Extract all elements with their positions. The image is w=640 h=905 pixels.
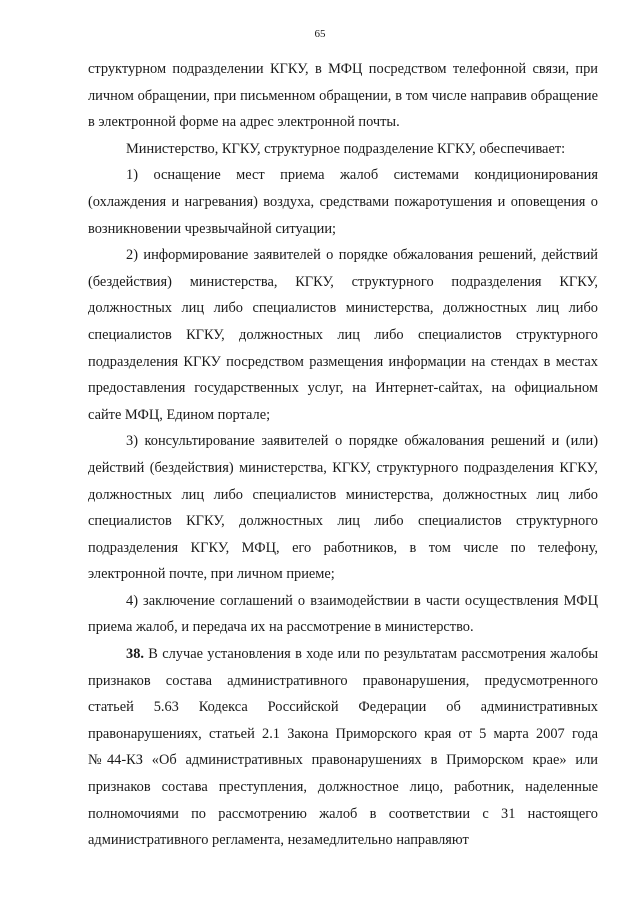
paragraph-item-1: 1) оснащение мест приема жалоб системами кондиционирования (охлаждения и нагревания) воздуха, средствами пожаротушения и оповещения о возникновении чрезвычайной ситуации;	[88, 167, 598, 237]
paragraph-item-4: 4) заключение соглашений о взаимодействии в части осуществления МФЦ приема жалоб, и передача их на рассмотрение в министерство.	[88, 592, 598, 636]
document-body	[88, 56, 598, 854]
section-number: 38.	[126, 646, 144, 663]
section-38-text: В случае установления в ходе или по результатам рассмотрения жалобы признаков состава административного правонарушения, предусмотренного статьей 5.63 Кодекса Российской Федерации об административных правонарушениях, статьей 2.1 Закона Приморского края от 5 марта 2007 года №44-КЗ «Об административных правонарушениях в Приморском крае» или признаков состава преступления, должностное лицо, работник, наделенные полномочиями по рассмотрению жалоб в соответствии с 31 настоящего административного регламента, незамедлительно направляют	[88, 646, 598, 849]
page-number: 65	[314, 28, 326, 40]
paragraph-item-2: 2) информирование заявителей о порядке обжалования решений, действий (бездействия) министерства, КГКУ, структурного подразделения КГКУ, должностных лиц либо специалистов министерства, должностных лиц либо специалистов КГКУ, должностных лиц либо специалистов структурного подразделения КГКУ посредством размещения информации на стендах в местах предоставления государственных услуг, на Интернет-сайтах, на официальном сайте МФЦ, Едином портале;	[88, 247, 598, 423]
paragraph-section-38	[88, 641, 598, 854]
paragraph-continuation: структурном подразделении КГКУ, в МФЦ посредством телефонной связи, при личном обращении, при письменном обращении, в том числе направив обращение в электронной форме на адрес электронной почты.	[88, 61, 598, 131]
paragraph-item-3: 3) консультирование заявителей о порядке обжалования решений и (или) действий (бездействия) министерства, КГКУ, структурного подразделения КГКУ, должностных лиц либо специалистов министерства, должностных лиц либо специалистов КГКУ, должностных лиц либо специалистов структурного подразделения КГКУ, МФЦ, его работников, в том числе по телефону, электронной почте, при личном приеме;	[88, 433, 598, 583]
paragraph-ministry-provides: Министерство, КГКУ, структурное подразделение КГКУ, обеспечивает:	[126, 140, 566, 157]
